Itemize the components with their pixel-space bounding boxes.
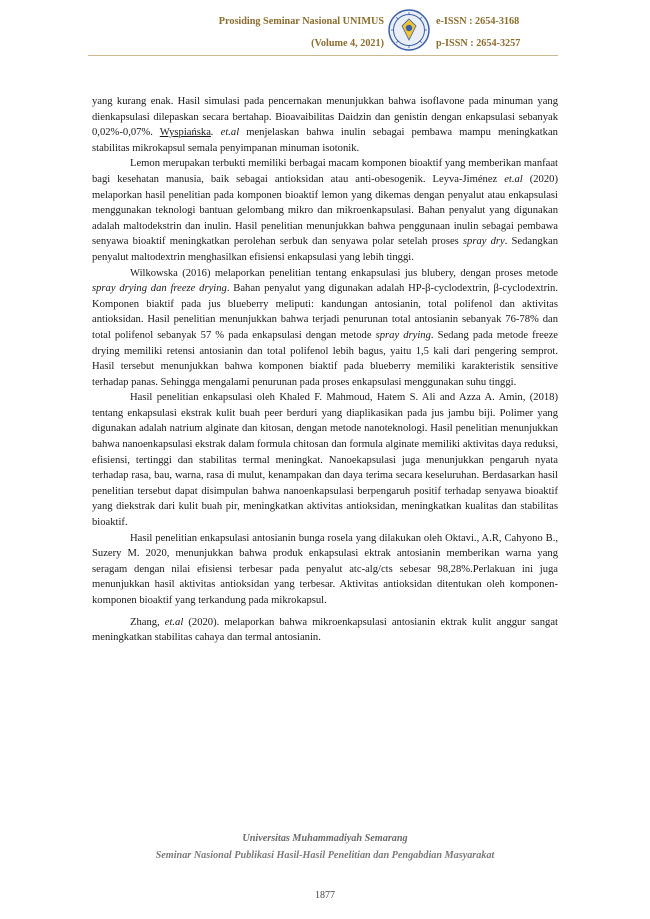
volume-label: (Volume 4, 2021): [311, 38, 384, 49]
page-footer: [90, 830, 560, 864]
paragraph-blueberry: Wilkowska (2016) melaporkan penelitian tentang enkapsulasi jus blubery, dengan proses metode spray drying dan freeze drying. Bahan penyalut yang digunakan adalah HP-β-cyclodextrin, β-cyclodextrin. Komponen biaktif pada jus blueberry meliputi: kandungan antosianin, total polifenol dan aktivitas antioksidan. Hasil penelitian menunjukkan bahwa terjadi penurunan total antosianin sebanyak 76-78% dan total polifenol sebanyak 57 % pada enkapsulasi dengan metode spray drying. Sedang pada metode freeze drying memiliki retensi antosianin dan total polifenol lebih bagus, yaitu 1,5 kali dari pengering semprot. Hasil tersebut menunjukkan bahwa komponen biaktif pada blueberry memiliki karakteristik sensitive terhadap panas. Sehingga mengalami penurunan pada proses enkapsulasi menggunakan suhu tinggi.: [92, 267, 558, 388]
citation-link: Wyspiańska: [159, 127, 211, 139]
header-divider: [88, 55, 558, 56]
paragraph-grape: Zhang, et.al (2020). melaporkan bahwa mikroenkapsulasi antosianin ektrak kulit anggur sangat meningkatkan stabilitas cahaya dan termal antosianin.: [92, 616, 558, 644]
paragraph-lemon: Lemon merupakan terbukti memiliki berbagai macam komponen bioaktif yang memberikan manfaat bagi kesehatan manusia, baik sebagai antioksidan atau anti-obesogenik. Leyva-Jiménez et.al (2020) melaporkan hasil penelitian pada komponen bioaktif lemon yang dikemas dengan penyalut atau enkapsulasi menggunakan teknologi bantuan gelombang mikro dan mikroenkapsulasi. Bahan penyalut yang digunakan adalah maltodekstrin dan inulin. Hasil penelitian menunjukkan bahwa penggunaan inulin sebagai pembawa senyawa bioaktif meningkatkan perolehan serbuk dan senyawa polar setelah proses spray dry. Sedangkan penyalut maltodextrin menghasilkan efisiensi enkapsulasi yang lebih tinggi.: [92, 158, 559, 263]
paragraph-rosella: Hasil penelitian enkapsulasi antosianin bunga rosela yang dilakukan oleh Oktavi., A.R, Cahyono B., Suzery M. 2020, menunjukkan bahwa produk enkapsulasi ektrak antosianin memberikan warna yang seragam dengan nilai efisiensi terbesar pada penyalut atc-alg/cts sebesar 98,28%.Perlakuan ini juga menunjukkan hasil aktivitas antioksidan yang terbesar. Aktivitas antioksidan ditentukan oleh komponen-komponen bioaktif yang terkandung pada mikrokapsul.: [92, 532, 558, 606]
footer-seminar: Seminar Nasional Publikasi Hasil-Hasil Penelitian dan Pengabdian Masyarakat: [155, 850, 495, 861]
paragraph-isoflavone: yang kurang enak. Hasil simulasi pada pencernakan menunjukkan bahwa isoflavone pada minuman yang dienkapsulasi dilepaskan secara bertahap. Bioavaibilitas Daidzin dan genistin dengan enkapsulasi sebanyak 0,02%-0,07%. Wyspiańska. et.al menjelaskan bahwa inulin sebagai pembawa mampu meningkatkan stabilitas mikrokapsul semala penyimpanan minuman isotonik.: [92, 96, 558, 154]
footer-university: Universitas Muhammadiyah Semarang: [242, 833, 408, 844]
article-body: [92, 94, 558, 646]
paragraph-prickly-pear: Hasil penelitian enkapsulasi oleh Khaled F. Mahmoud, Hatem S. Ali and Azza A. Amin, (2018) tentang enkapsulasi ekstrak kulit buah peer berduri yang diaplikasikan pada jus jambu biji. Polimer yang digunakan adalah natrium alginate dan kitosan, dengan metode nanoteknologi. Hasil penelitian menunjukkan bahwa nanoenkapsulasi ekstrak dalam formula chitosan dan formula alginate memiliki aktivitas daya reduksi, efisiensi, tertinggi dan stabilitas termal meningkat. Nanoekapsulasi juga menunjukkan pengaruh nyata terhadap rasa, bau, warna, rasa di mulut, kenampakan dan daya terima secara keseluruhan. Berdasarkan hasil penelitian tersebut dapat disimpulan bahwa nanoenkapsulasi berpengaruh positif terhadap senyawa bioaktif yang diekstrak dari kulit buah pir, meningkatkan aktivitas antioksidan, meningkatkan kualitas dan stabilitas bioaktif.: [92, 392, 558, 529]
eissn-label: e-ISSN : 2654-3168: [436, 16, 520, 27]
pissn-label: p-ISSN : 2654-3257: [436, 38, 521, 49]
running-header-right: [436, 11, 636, 55]
running-header-left: [214, 11, 384, 55]
page-number: 1877: [315, 890, 335, 901]
university-seal-icon: [388, 9, 430, 51]
proceedings-title: Prosiding Seminar Nasional UNIMUS: [218, 16, 384, 27]
